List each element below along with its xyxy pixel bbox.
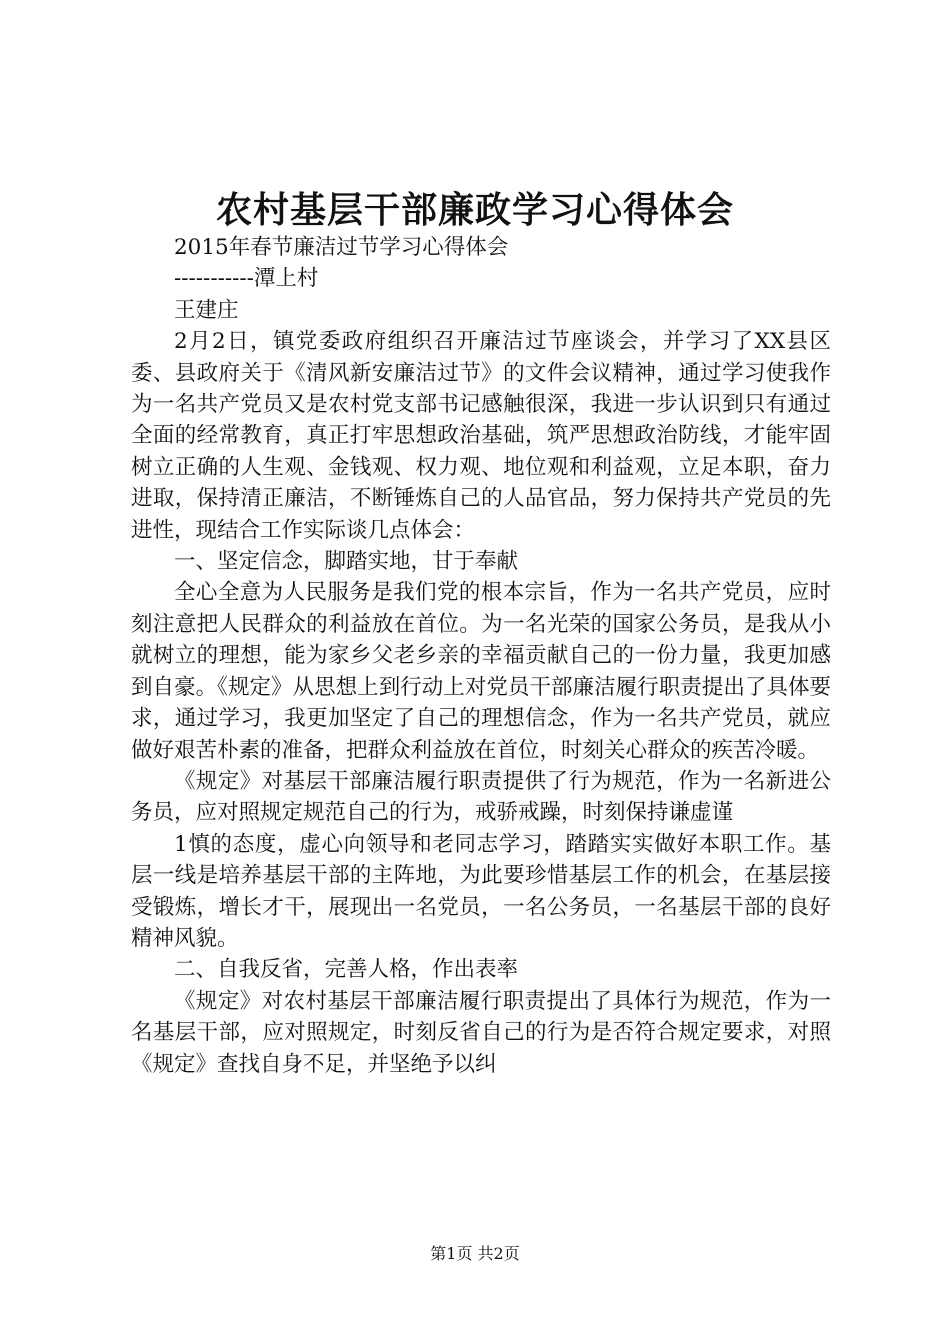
body-paragraph: 1慎的态度，虚心向领导和老同志学习，踏踏实实做好本职工作。基层一线是培养基层干部的主阵地，为此要珍惜基层工作的机会，在基层接受锻炼，增长才干，展现出一名党员，一名公务员，一名基层干部的良好精神风貌。 (131, 831, 831, 951)
village-line: -----------潭上村 (174, 266, 319, 292)
document-title: 农村基层干部廉政学习心得体会 (215, 189, 734, 231)
body-paragraph: 《规定》对基层干部廉洁履行职责提供了行为规范，作为一名新进公务员，应对照规定规范自己的行为，戒骄戒躁，时刻保持谦虚谨 (131, 768, 831, 826)
section-heading: 二、自我反省，完善人格，作出表率 (174, 957, 519, 983)
body-paragraph: 《规定》对农村基层干部廉洁履行职责提出了具体行为规范，作为一名基层干部，应对照规定，时刻反省自己的行为是否符合规定要求，对照《规定》查找自身不足，并坚绝予以纠 (131, 988, 831, 1077)
subtitle-line: 2015年春节廉洁过节学习心得体会 (174, 235, 509, 260)
body-paragraph: 全心全意为人民服务是我们党的根本宗旨，作为一名共产党员，应时刻注意把人民群众的利益放在首位。为一名光荣的国家公务员，是我从小就树立的理想，能为家乡父老乡亲的幸福贡献自己的一份力量，我更加感到自豪。《规定》从思想上到行动上对党员干部廉洁履行职责提出了具体要求，通过学习，我更加坚定了自己的理想信念，作为一名共产党员，就应做好艰苦朴素的准备，把群众利益放在首位，时刻关心群众的疾苦冷暖。 (131, 580, 831, 763)
author-line: 王建庄 (174, 297, 239, 323)
section-heading: 一、坚定信念，脚踏实地，甘于奉献 (174, 549, 519, 575)
document-body (131, 232, 831, 1080)
page-footer: 第1页 共2页 (430, 1244, 520, 1263)
body-paragraph: 2月2日，镇党委政府组织召开廉洁过节座谈会，并学习了XX县区委、县政府关于《清风新安廉洁过节》的文件会议精神，通过学习使我作为一名共产党员又是农村党支部书记感触很深，我进一步认识到只有通过全面的经常教育，真正打牢思想政治基础，筑严思想政治防线，才能牢固树立正确的人生观、金钱观、权力观、地位观和利益观，立足本职，奋力进取，保持清正廉洁，不断锤炼自己的人品官品，努力保持共产党员的先进性，现结合工作实际谈几点体会： (131, 329, 831, 543)
